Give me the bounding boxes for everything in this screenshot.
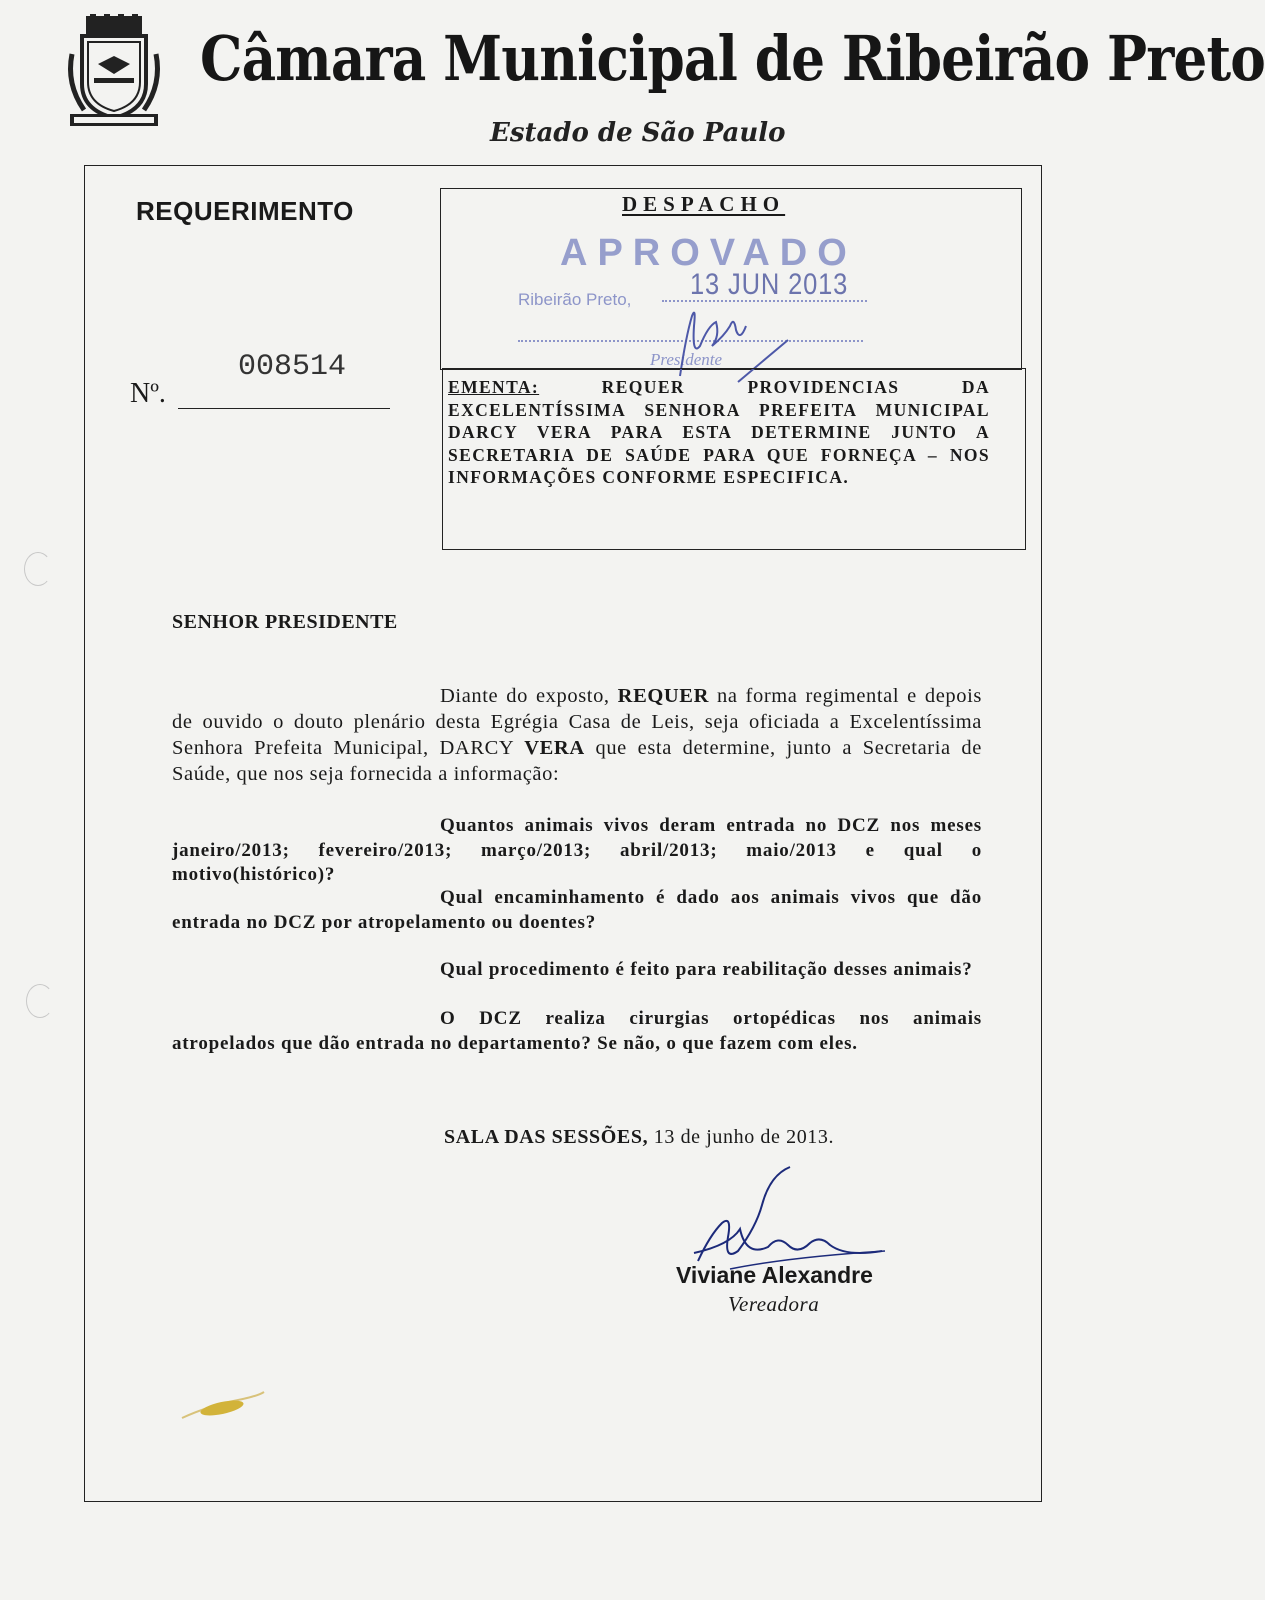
coat-of-arms-icon xyxy=(64,14,164,132)
requer-keyword: REQUER xyxy=(617,685,709,707)
ementa-label: EMENTA: xyxy=(448,377,540,397)
salutation: SENHOR PRESIDENTE xyxy=(172,611,398,633)
institution-title: Câmara Municipal de Ribeirão Preto xyxy=(200,22,1265,95)
number-line xyxy=(178,408,390,409)
signer-name: Viviane Alexandre xyxy=(676,1262,873,1288)
signature-icon xyxy=(670,1165,890,1275)
question-1-text: Quantos animais vivos deram entrada no DCZ nos meses janeiro/2013; fevereiro/2013; março/2013; abril/2013; maio/2013 e qual o motivo(histórico)? xyxy=(172,815,982,885)
question-1 xyxy=(172,814,982,888)
ementa-content: REQUER PROVIDENCIAS DA EXCELENTÍSSIMA SENHORA PREFEITA MUNICIPAL DARCY VERA PARA ESTA DETERMINE JUNTO A SECRETARIA DE SAÚDE PARA QUE FORNEÇA – NOS INFORMAÇÕES CONFORME ESPECIFICA. xyxy=(448,377,990,487)
despacho-title: DESPACHO xyxy=(622,192,786,216)
signer-role: Vereadora xyxy=(728,1292,820,1316)
question-4 xyxy=(172,1007,982,1056)
question-3 xyxy=(172,958,982,983)
question-4-text: O DCZ realiza cirurgias ortopédicas nos animais atropelados que dão entrada no departamento? Se não, o que fazem com eles. xyxy=(172,1008,982,1054)
state-subtitle: Estado de São Paulo xyxy=(490,118,786,148)
document-type-label: REQUERIMENTO xyxy=(136,196,354,226)
question-2 xyxy=(172,886,982,935)
vera-keyword: VERA xyxy=(524,737,585,759)
protocol-number: 008514 xyxy=(238,350,347,384)
stamp-role: Presidente xyxy=(650,350,723,369)
closing-date: 13 de junho de 2013. xyxy=(648,1126,835,1148)
closing-line xyxy=(444,1126,834,1149)
intro-text-middle: na forma regimental e depois de ouvido o douto plenário desta Egrégia Casa de Leis, seja oficiada a Excelentíssima Senhora Prefeita Municipal, DARCY xyxy=(172,685,982,759)
punch-hole-bottom xyxy=(26,984,54,1018)
question-2-text: Qual encaminhamento é dado aos animais vivos que dão entrada no DCZ por atropelamento ou doentes? xyxy=(172,887,982,933)
intro-paragraph xyxy=(172,683,982,787)
intro-text-end: que esta determine, junto a Secretaria de Saúde, que nos seja fornecida a informação: xyxy=(172,737,982,785)
ink-smudge-icon xyxy=(178,1386,268,1426)
stamp-place: Ribeirão Preto, xyxy=(518,290,632,309)
punch-hole-top xyxy=(24,552,52,586)
ementa-text xyxy=(448,376,990,489)
closing-label: SALA DAS SESSÕES, xyxy=(444,1126,649,1148)
approved-stamp: APROVADO xyxy=(560,232,857,274)
intro-text-start: Diante do exposto, xyxy=(440,685,618,707)
number-label: Nº. xyxy=(130,378,166,409)
stamp-date: 13 JUN 2013 xyxy=(690,268,849,301)
question-3-text: Qual procedimento é feito para reabilitação desses animais? xyxy=(440,959,973,980)
